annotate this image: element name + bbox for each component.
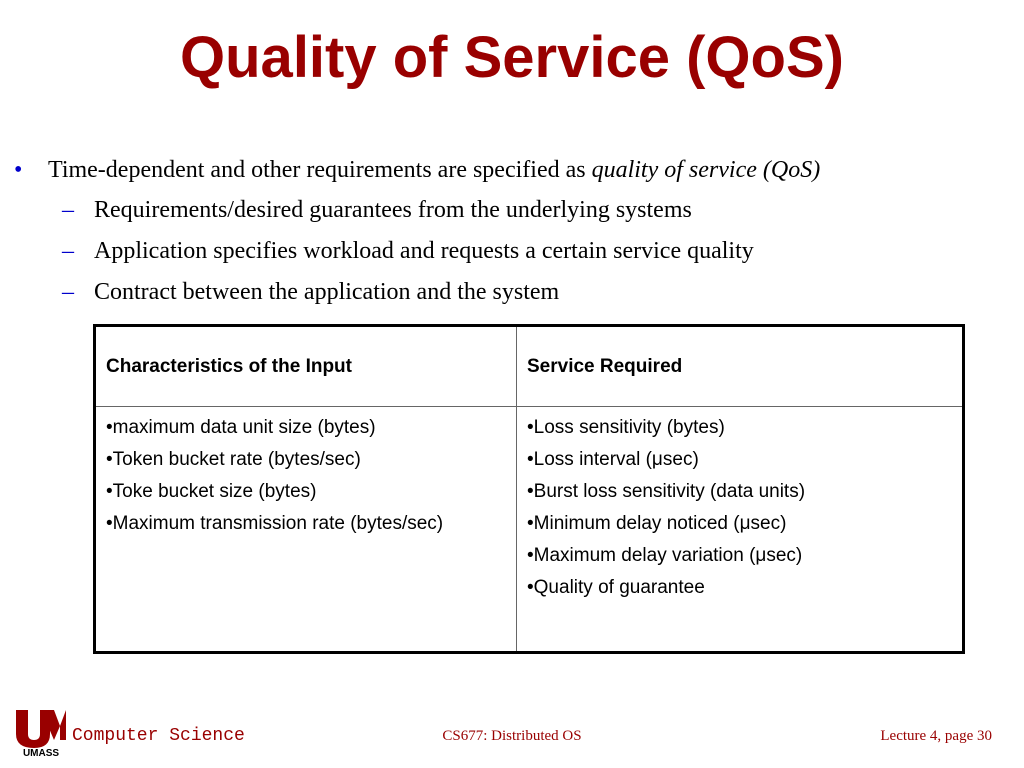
service-required-cell	[517, 407, 962, 651]
list-item: •Maximum delay variation (μsec)	[527, 545, 803, 566]
list-item: •maximum data unit size (bytes)	[106, 417, 376, 438]
sub-bullet-text: Contract between the application and the system	[94, 279, 560, 305]
input-characteristics-cell	[96, 407, 517, 651]
sub-bullet-text: Requirements/desired guarantees from the underlying systems	[94, 197, 692, 223]
bullet-dot-icon: •	[14, 157, 23, 183]
logo-text: UMASS	[22, 748, 60, 758]
sub-bullet	[14, 190, 1014, 231]
sub-bullet	[14, 231, 1014, 272]
list-item: •Loss interval (μsec)	[527, 449, 699, 470]
dash-icon: –	[62, 279, 74, 305]
sub-bullet	[14, 272, 1014, 313]
department-label: Computer Science	[72, 726, 245, 746]
list-item: •Minimum delay noticed (μsec)	[527, 513, 787, 534]
sub-bullet-text: Application specifies workload and requests a certain service quality	[94, 238, 754, 264]
page-number: Lecture 4, page 30	[880, 728, 992, 744]
slide-title: Quality of Service (QoS)	[180, 25, 844, 90]
table-header-input: Characteristics of the Input	[96, 327, 517, 407]
table-header-service: Service Required	[517, 327, 962, 407]
main-bullet	[14, 150, 1014, 190]
list-item: •Burst loss sensitivity (data units)	[527, 481, 806, 502]
list-item: •Toke bucket size (bytes)	[106, 481, 317, 502]
list-item: •Token bucket rate (bytes/sec)	[106, 449, 361, 470]
bullet-list	[14, 150, 1014, 313]
qos-table	[93, 324, 965, 654]
list-item: •Quality of guarantee	[527, 577, 705, 598]
list-item: •Loss sensitivity (bytes)	[527, 417, 725, 438]
main-bullet-italic: quality of service (QoS)	[591, 157, 821, 183]
dash-icon: –	[62, 197, 74, 223]
list-item: •Maximum transmission rate (bytes/sec)	[106, 513, 444, 534]
main-bullet-text: Time-dependent and other requirements are specified as	[48, 157, 592, 183]
dash-icon: –	[62, 238, 74, 264]
course-label: CS677: Distributed OS	[442, 728, 582, 744]
